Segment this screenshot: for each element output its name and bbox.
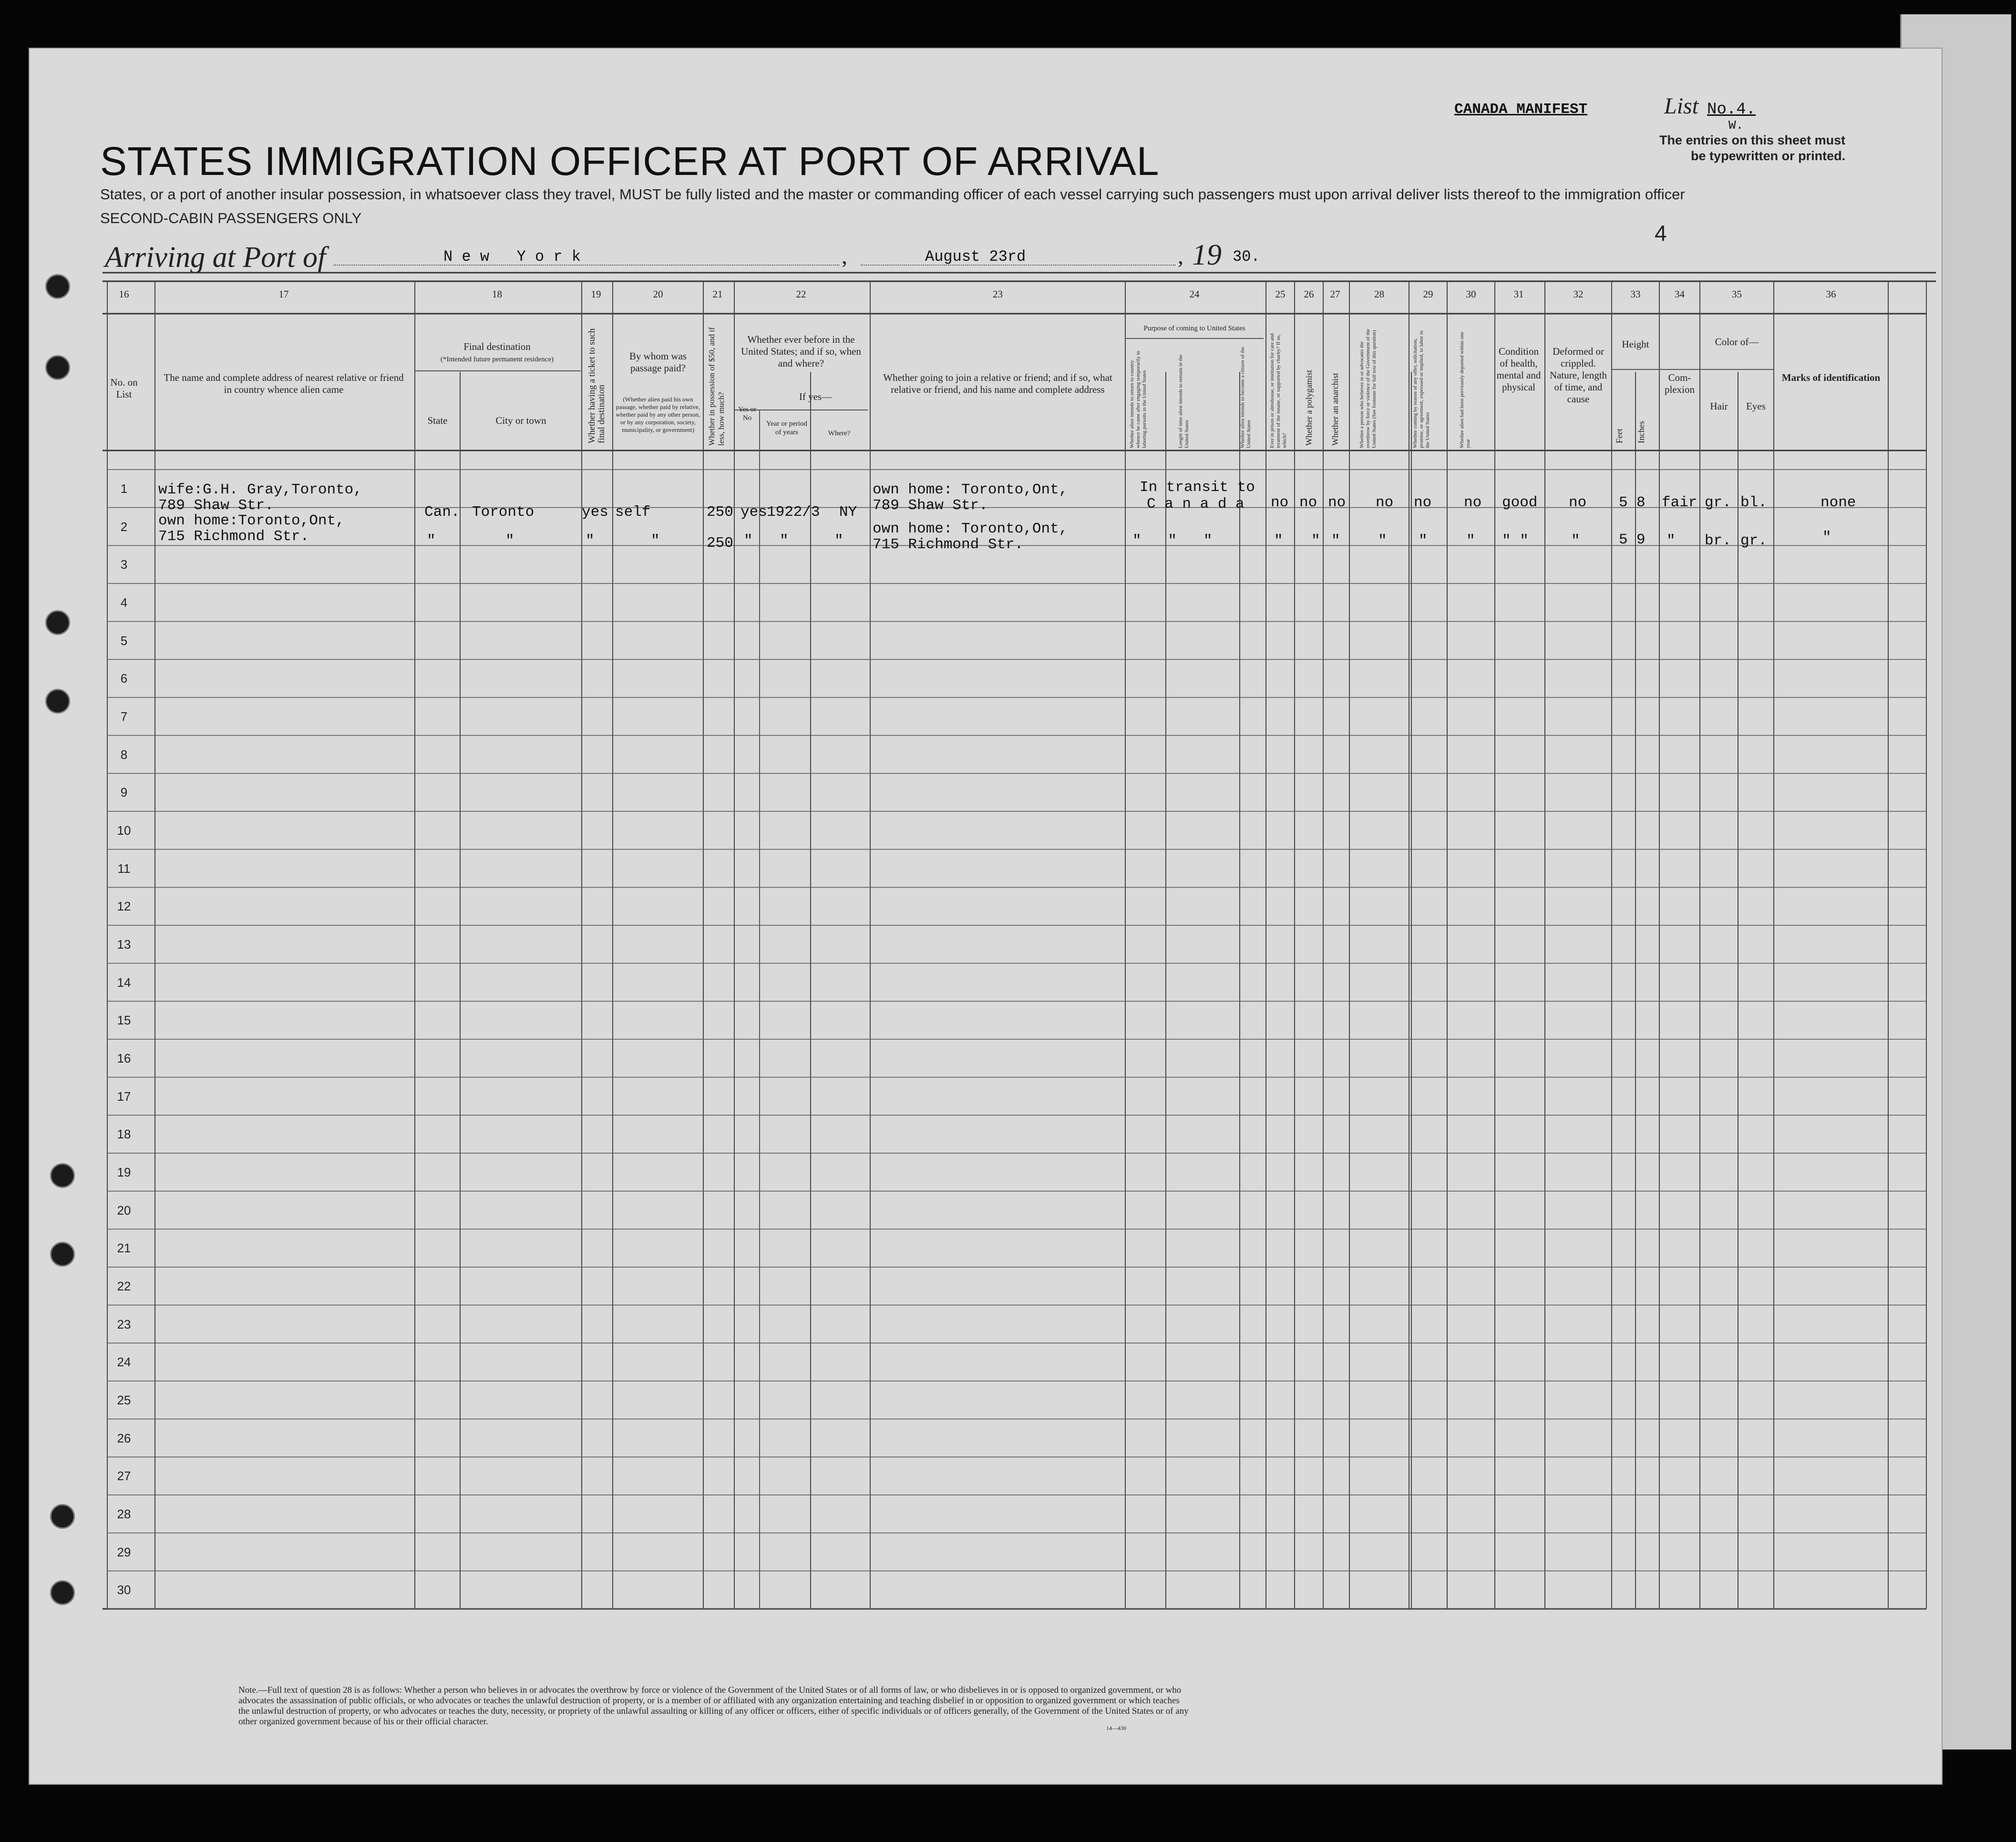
entry-1-feet: 5 (1619, 494, 1628, 511)
entry-1-inches: 8 (1636, 494, 1646, 511)
header-state: State (427, 415, 448, 426)
column-number: 29 (1423, 288, 1433, 300)
list-label: List (1664, 93, 1699, 119)
header-c28: Whether a person who believes in or advocates the overthrow by force or violence of the Government of the United States (See footnote for full text of this question) (1359, 328, 1377, 448)
instruction-line-1: The entries on this sheet must (1659, 133, 1846, 147)
year-suffix: 30. (1233, 248, 1260, 266)
header-hair: Hair (1710, 400, 1728, 412)
entry-1-marks: none (1821, 494, 1856, 511)
entry-2-where: " (834, 532, 843, 549)
arrival-port: N e w Y o r k (443, 248, 581, 266)
entry-1-c25: no (1271, 494, 1289, 511)
year-prefix: 19 (1192, 239, 1222, 271)
entry-1-paid-by: self (615, 504, 651, 521)
entry-1-hair: gr. (1705, 494, 1731, 511)
entry-2-relative-line2: 715 Richmond Str. (158, 528, 309, 545)
row-number: 12 (117, 899, 131, 914)
entry-1-join-line2: 789 Shaw Str. (873, 497, 988, 514)
row-number: 30 (117, 1583, 131, 1597)
entry-2-paid-by: " (651, 532, 660, 549)
entry-2-join-line1: own home: Toronto,Ont, (873, 521, 1068, 537)
column-number: 26 (1304, 288, 1314, 300)
entry-2-crippled: " (1571, 532, 1580, 549)
entry-1-where: NY (839, 504, 857, 521)
header-c27: Whether an anarchist (1330, 373, 1340, 446)
column-number: 27 (1330, 288, 1340, 300)
entry-2-c27: " (1331, 532, 1340, 549)
entry-2-c28: " (1378, 532, 1387, 549)
entry-1-crippled: no (1569, 494, 1587, 511)
row-number: 3 (120, 557, 128, 572)
row-number: 20 (117, 1203, 131, 1218)
header-c25: Ever in prison or almshouse, or institution for care and treatment of the insane, or supported by charity? If so, which? (1269, 333, 1287, 448)
entry-1-c29: no (1414, 494, 1432, 511)
header-relative-address: The name and complete address of nearest relative or friend in country whence alien came (164, 372, 404, 395)
entry-2-before-yes: " (744, 532, 753, 549)
column-number: 32 (1573, 288, 1584, 300)
column-number: 35 (1732, 288, 1742, 300)
entry-1-ticket: yes (582, 504, 608, 521)
header-passage-paid: By whom was passage paid? (629, 350, 687, 374)
row-number: 19 (117, 1165, 131, 1179)
page-title: STATES IMMIGRATION OFFICER AT PORT OF ARRIVAL (100, 139, 1160, 184)
row-number: 23 (117, 1317, 131, 1331)
entry-2-join-line2: 715 Richmond Str. (873, 536, 1024, 553)
row-number: 14 (117, 975, 131, 990)
row-number: 22 (117, 1279, 131, 1293)
entry-2-c30: " (1466, 532, 1475, 549)
header-ticket: Whether having a ticket to such final destination (587, 328, 607, 443)
instruction-line-2: be typewritten or printed. (1691, 149, 1846, 163)
entry-2-years: " (780, 532, 789, 549)
column-number: 31 (1513, 288, 1524, 300)
column-number: 33 (1630, 288, 1641, 300)
entry-1-purpose-line2: C a n a d a (1147, 496, 1245, 512)
row-number: 6 (120, 671, 128, 686)
header-purpose-sub1: Whether alien intends to return to country whence he came after engaging temporarily in laboring pursuits in the United States (1129, 350, 1147, 448)
row-number: 17 (117, 1089, 131, 1104)
footnote-question-28: Note.—Full text of question 28 is as follows: Whether a person who believes in or advocates the overthrow by force or violence of the Government of the United States or of all forms of law, or who disbelieves in or is opposed to organized government, or who advocates the assassination of public officials, or who advocates or teaches the unlawful destruction of property, or is a member of or affiliated with any organization entertaining and teaching disbelief in or opposition to organized government or which teaches the unlawful destruction of property, or who advocates or teaches the duty, necessity, or propriety of the unlawful assaulting or killing of any officer or officers, either of specific individuals or of officers generally, of the Government of the United States or of any other organized government because of his or their official character. (238, 1685, 1189, 1727)
header-health: Condition of health, mental and physical (1496, 346, 1541, 393)
row-number: 5 (120, 633, 128, 648)
row-number: 26 (117, 1431, 131, 1445)
manifest-label: CANADA MANIFEST (1454, 101, 1588, 118)
entry-1-complexion: fair (1662, 494, 1697, 511)
row-number: 28 (117, 1507, 131, 1521)
entry-1-c30: no (1464, 494, 1482, 511)
row-number: 29 (117, 1545, 131, 1559)
header-final-destination: Final destination (463, 341, 531, 352)
arrival-label: Arriving at Port of (105, 241, 326, 274)
header-year-period: Year or period of years (766, 420, 807, 436)
header-purpose-sub2: Length of time alien intends to remain in the United States (1178, 354, 1190, 448)
entry-2-state: " (427, 532, 436, 549)
column-number: 23 (993, 288, 1003, 300)
column-number: 36 (1826, 288, 1836, 300)
row-number: 16 (117, 1051, 131, 1065)
entry-1-years: 1922/3 (767, 504, 820, 521)
header-color-of: Color of— (1715, 336, 1759, 348)
header-complexion: Com-plexion (1665, 372, 1695, 395)
header-feet: Feet (1615, 429, 1624, 443)
entry-2-money: 250 (707, 535, 733, 552)
entry-1-eyes: bl. (1740, 494, 1767, 511)
entry-1-relative-line2: 789 Shaw Str. (158, 497, 274, 514)
row-number: 24 (117, 1355, 131, 1370)
entry-1-before-yes: yes (741, 504, 767, 521)
header-height: Height (1622, 338, 1649, 350)
column-number: 20 (653, 288, 663, 300)
header-no-on-list: No. on List (110, 377, 138, 400)
column-number: 16 (119, 288, 129, 300)
column-number: 24 (1189, 288, 1200, 300)
column-number: 18 (492, 288, 502, 300)
entry-2-eyes: gr. (1740, 532, 1767, 549)
list-mark: W. (1728, 118, 1744, 133)
column-number: 34 (1675, 288, 1685, 300)
entry-1-c26: no (1299, 494, 1317, 511)
entry-2-ticket: " (586, 532, 595, 549)
form-number: 14—430 (1106, 1725, 1126, 1731)
header-city: City or town (495, 415, 546, 426)
entry-1-health: good (1502, 494, 1538, 511)
entry-2-marks: " (1822, 529, 1831, 546)
header-where: Where? (828, 430, 851, 437)
row-number: 11 (117, 861, 131, 876)
row-number: 10 (117, 823, 131, 838)
entry-2-city: " (505, 532, 514, 549)
entry-2-relative-line1: own home:Toronto,Ont, (158, 512, 345, 529)
entry-2-complexion: " (1666, 532, 1676, 549)
row-number: 2 (120, 519, 128, 534)
comma: , (1178, 244, 1183, 269)
entry-2-purpose-line1: " " " (1132, 532, 1213, 549)
column-number: 30 (1466, 288, 1476, 300)
header-purpose-sub3: Whether alien intends to become a citizen of the United States (1240, 347, 1252, 448)
header-before-us: Whether ever before in the United States; and if so, when and where? (741, 334, 861, 369)
page-number: 4 (1655, 221, 1667, 246)
header-if-yes: If yes— (799, 391, 832, 402)
header-inches: Inches (1636, 421, 1646, 443)
entry-1-city: Toronto (472, 504, 535, 521)
header-c30: Whether alien had been previously deported within one year (1459, 331, 1471, 448)
entry-2-health: " " (1502, 532, 1529, 549)
entry-2-feet: 5 (1619, 532, 1628, 548)
header-money: Whether in possession of $50, and if less, how much? (707, 327, 726, 446)
header-crippled: Deformed or crippled. Nature, length of time, and cause (1549, 346, 1607, 405)
column-number: 25 (1275, 288, 1286, 300)
row-number: 7 (120, 709, 128, 724)
row-number: 15 (117, 1013, 131, 1028)
comma: , (842, 244, 847, 269)
row-number: 4 (120, 595, 128, 610)
entry-1-c28: no (1376, 494, 1394, 511)
class-line: SECOND-CABIN PASSENGERS ONLY (100, 210, 362, 226)
subtitle-line: States, or a port of another insular possession, in whatsoever class they travel, MUST be fully listed and the master or commanding officer of each vessel carrying such passengers must upon arrival deliver lists thereof to the immigration officer (100, 186, 1685, 203)
row-number: 18 (117, 1127, 131, 1142)
row-number: 25 (117, 1393, 131, 1407)
header-c26: Whether a polygamist (1304, 370, 1314, 446)
header-purpose: Purpose of coming to United States (1143, 325, 1245, 332)
column-number: 28 (1374, 288, 1384, 300)
row-number: 27 (117, 1469, 131, 1484)
entry-2-c25: " (1274, 532, 1283, 549)
entry-2-hair: br. (1705, 532, 1731, 549)
header-final-destination-note: (*Intended future permanent residence) (441, 356, 554, 363)
entry-2-inches: 9 (1636, 532, 1646, 548)
row-number: 13 (117, 937, 131, 952)
header-join-relative: Whether going to join a relative or friend; and if so, what relative or friend, and his name and complete address (883, 372, 1112, 395)
header-marks: Marks of identification (1781, 372, 1881, 383)
entry-1-c27: no (1328, 494, 1346, 511)
header-c29: Whether coming by reason of any offer, solicitation, promise, or agreement, expressed or implied, to labor in the United States (1412, 330, 1430, 448)
entry-1-money: 250 (707, 504, 733, 521)
header-eyes: Eyes (1746, 400, 1766, 412)
row-number: 21 (117, 1241, 131, 1256)
column-number: 21 (712, 288, 723, 300)
list-number-value: No.4. (1707, 101, 1756, 119)
row-number: 1 (120, 481, 128, 496)
entry-2-c29: " (1419, 532, 1428, 549)
row-number: 9 (120, 785, 128, 800)
arrival-date: August 23rd (925, 248, 1026, 266)
header-yes-no: Yes or No (738, 406, 757, 422)
row-number: 8 (120, 747, 128, 762)
column-number: 17 (278, 288, 289, 300)
column-number: 22 (796, 288, 806, 300)
column-number: 19 (591, 288, 601, 300)
entry-1-purpose-line1: In transit to (1140, 479, 1255, 496)
header-passage-paid-note: (Whether alien paid his own passage, whether paid by relative, whether paid by any other person, or by any corporation, society, municipality, or government) (616, 396, 700, 433)
entry-1-relative-line1: wife:G.H. Gray,Toronto, (158, 481, 362, 498)
entry-1-state: Can. (424, 504, 460, 521)
entry-2-c26: " (1311, 532, 1320, 549)
entry-1-join-line1: own home: Toronto,Ont, (873, 481, 1068, 498)
